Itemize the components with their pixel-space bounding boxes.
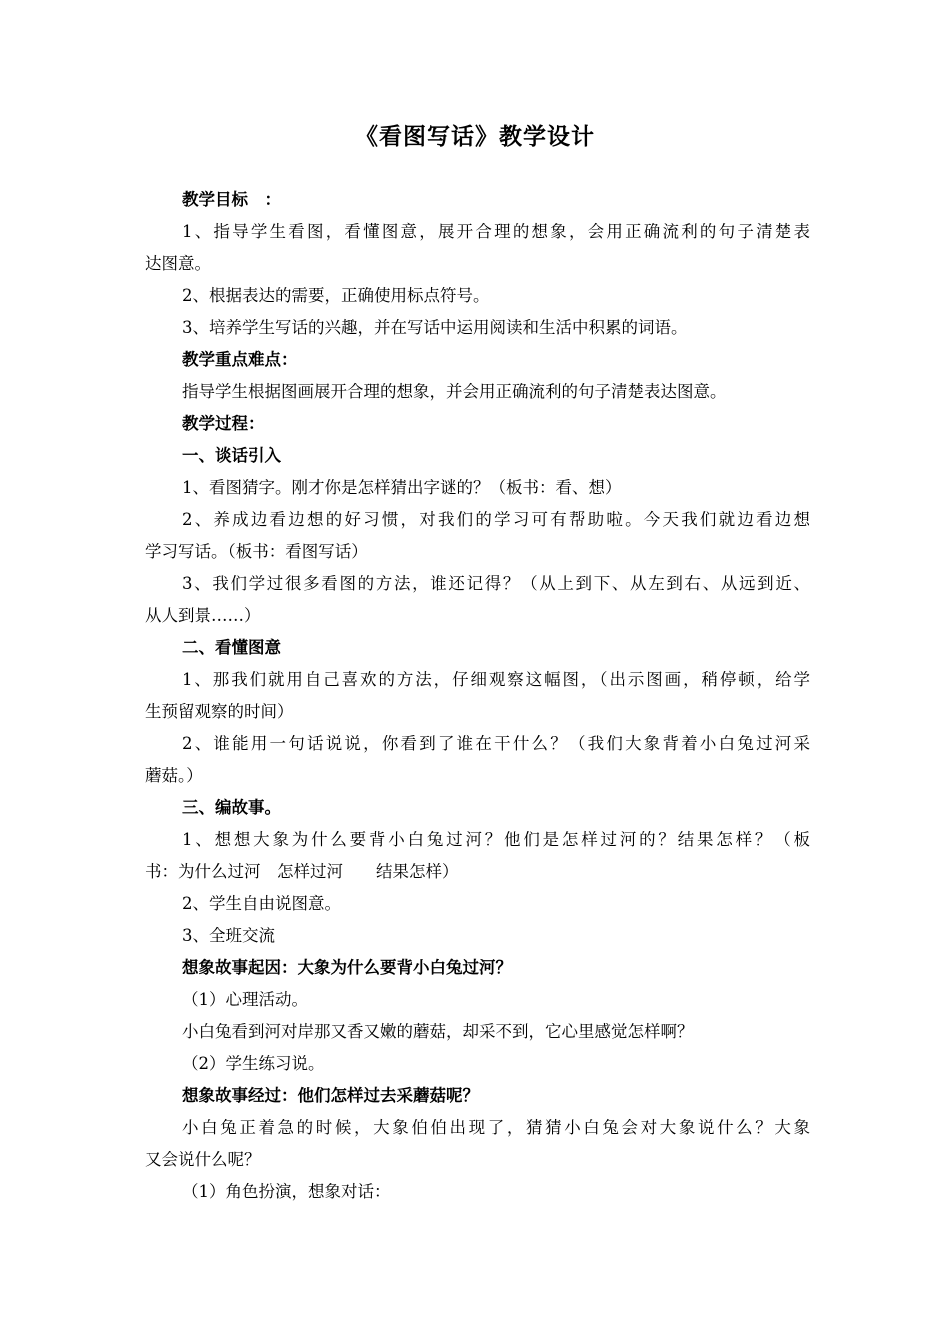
section-heading-objectives: 教学目标 ：: [182, 190, 281, 209]
paragraph-line: 1、指导学生看图，看懂图意，展开合理的想象，会用正确流利的句子清楚表: [182, 222, 810, 241]
paragraph-line: 3、我们学过很多看图的方法，谁还记得？（从上到下、从左到右、从远到近、: [182, 574, 810, 593]
paragraph-line: （2）学生练习说。: [182, 1054, 325, 1073]
paragraph-line: 指导学生根据图画展开合理的想象，并会用正确流利的句子清楚表达图意。: [182, 382, 727, 401]
paragraph-line: 1、那我们就用自己喜欢的方法，仔细观察这幅图，（出示图画，稍停顿，给学: [182, 670, 810, 689]
document-title: 《看图写话》教学设计: [355, 124, 595, 150]
paragraph-line: 生预留观察的时间）: [145, 702, 294, 721]
subsection-heading: 一、谈话引入: [182, 446, 281, 465]
section-heading-process: 教学过程：: [182, 414, 265, 433]
story-cause-heading: 想象故事起因：大象为什么要背小白兔过河？: [182, 958, 512, 977]
paragraph-line: 小白兔看到河对岸那又香又嫩的蘑菇，却采不到，它心里感觉怎样啊？: [182, 1022, 694, 1041]
paragraph-line: 2、根据表达的需要，正确使用标点符号。: [182, 286, 490, 305]
paragraph-line: 达图意。: [145, 254, 211, 273]
paragraph-line: 又会说什么呢？: [145, 1150, 261, 1169]
paragraph-line: 1、看图猜字。刚才你是怎样猜出字谜的？（板书：看、想）: [182, 478, 622, 497]
paragraph-line: 3、全班交流: [182, 926, 275, 945]
paragraph-line: 2、学生自由说图意。: [182, 894, 341, 913]
paragraph-line: 3、培养学生写话的兴趣，并在写话中运用阅读和生活中积累的词语。: [182, 318, 688, 337]
paragraph-line: 学习写话。（板书：看图写话）: [145, 542, 368, 561]
paragraph-line: 2、谁能用一句话说说，你看到了谁在干什么？（我们大象背着小白兔过河采: [182, 734, 810, 753]
paragraph-line: 书：为什么过河 怎样过河 结果怎样）: [145, 862, 459, 881]
subsection-heading: 二、看懂图意: [182, 638, 281, 657]
document-body: [145, 184, 810, 1208]
story-process-heading: 想象故事经过：他们怎样过去采蘑菇呢？: [182, 1086, 479, 1105]
paragraph-line: 小白兔正着急的时候，大象伯伯出现了，猜猜小白兔会对大象说什么？大象: [182, 1118, 810, 1137]
paragraph-line: 从人到景……）: [145, 606, 261, 625]
subsection-heading: 三、编故事。: [182, 798, 281, 817]
paragraph-line: 1、想想大象为什么要背小白兔过河？他们是怎样过河的？结果怎样？（板: [182, 830, 810, 849]
paragraph-line: （1）心理活动。: [182, 990, 308, 1009]
section-heading-key-points: 教学重点难点：: [182, 350, 298, 369]
paragraph-line: （1）角色扮演，想象对话：: [182, 1182, 391, 1201]
paragraph-line: 2、养成边看边想的好习惯，对我们的学习可有帮助啦。今天我们就边看边想: [182, 510, 810, 529]
paragraph-line: 蘑菇。）: [145, 766, 203, 785]
